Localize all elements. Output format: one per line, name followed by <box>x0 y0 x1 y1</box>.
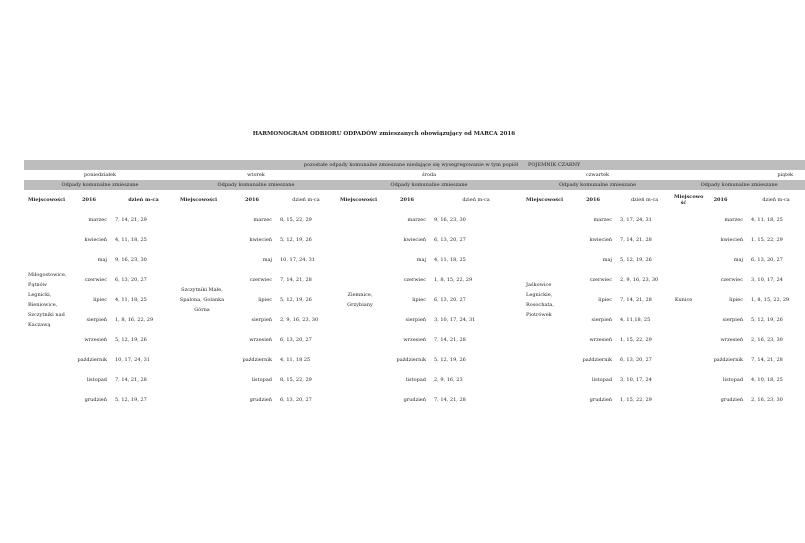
dates-cell: 1, 8, 15, 22, 29 <box>434 277 473 283</box>
dates-cell: 6, 13, 20, 27 <box>115 277 147 283</box>
month-cell: czerwiec <box>84 277 107 283</box>
col-header-place-short: Miejscowo ść <box>674 194 704 206</box>
month-cell: listopad <box>591 377 613 383</box>
dates-cell: 4, 11,18, 25 <box>620 317 651 323</box>
schedule-row <box>24 370 805 390</box>
notice-spacer <box>24 160 176 170</box>
places-wednesday <box>336 270 384 330</box>
dates-cell: 7, 14, 21, 28 <box>280 277 312 283</box>
dates-cell: 3, 10, 17, 24 <box>751 277 783 283</box>
place-name: Legnickie, <box>526 292 553 298</box>
waste-type-friday: Odpady komunalne zmieszane <box>673 180 805 190</box>
place-empty <box>336 250 384 270</box>
month-cell: maj <box>602 257 613 263</box>
schedule-body <box>24 160 805 410</box>
month-cell: marzec <box>724 217 744 223</box>
place-name: Kunice <box>674 297 693 303</box>
dates-cell: 4, 11, 18, 25 <box>115 237 147 243</box>
schedule-row <box>24 350 805 370</box>
place-name: Ziemnice, <box>347 292 373 298</box>
place-empty <box>522 250 570 270</box>
place-empty <box>24 250 67 270</box>
place-empty <box>673 350 694 370</box>
day-friday: piątek <box>777 172 794 178</box>
dates-cell: 1, 8, 16, 22, 29 <box>115 317 154 323</box>
col-header-place: Miejscowości <box>180 197 218 203</box>
place-empty <box>176 230 228 250</box>
dates-cell: 5, 12, 19, 26 <box>280 237 312 243</box>
month-cell: lipiec <box>258 297 272 303</box>
month-cell: maj <box>262 257 272 263</box>
place-empty <box>176 250 228 270</box>
place-empty <box>673 370 694 390</box>
month-cell: wrzesień <box>720 337 744 343</box>
dates-cell: 4, 10, 18, 25 <box>751 377 783 383</box>
dates-cell: 5, 12, 19, 26 <box>115 337 147 343</box>
place-empty <box>673 330 694 350</box>
place-name: Pątnów Legnicki, <box>28 282 52 298</box>
dates-cell: 7, 14, 21, 28 <box>620 297 652 303</box>
place-empty <box>673 210 694 230</box>
month-cell: grudzień <box>720 397 744 403</box>
dates-cell: 10, 17, 24, 31 <box>280 257 315 263</box>
place-empty <box>336 350 384 370</box>
dates-cell: 9, 16, 23, 30 <box>115 257 147 263</box>
month-cell: kwiecień <box>403 237 426 243</box>
dates-cell: 6, 13, 20, 27 <box>620 357 652 363</box>
place-name: Szczytniki Małe, <box>181 287 223 293</box>
month-cell: październik <box>396 357 426 363</box>
place-empty <box>336 210 384 230</box>
month-cell: kwiecień <box>589 237 613 243</box>
place-name: Górna <box>194 307 210 313</box>
dates-cell: 6, 13, 20, 27 <box>434 297 466 303</box>
place-empty <box>522 350 570 370</box>
month-cell: październik <box>77 357 107 363</box>
dates-cell: 6, 13, 20, 27 <box>434 237 466 243</box>
month-cell: lipiec <box>729 297 744 303</box>
dates-cell: 7, 14, 21, 28 <box>434 397 466 403</box>
month-cell: wrzesień <box>403 337 426 343</box>
place-name: Bieniowice, <box>28 302 58 308</box>
month-cell: październik <box>242 357 272 363</box>
dates-cell: 2, 16, 23, 30 <box>751 397 783 403</box>
col-header-place: Miejscowości <box>28 197 66 203</box>
month-cell: maj <box>733 257 744 263</box>
place-empty <box>673 390 694 410</box>
place-empty <box>24 350 67 370</box>
day-monday: poniedziałek <box>83 172 116 178</box>
place-empty <box>673 250 694 270</box>
month-cell: listopad <box>86 377 107 383</box>
col-header-date: dzień m-ca <box>462 197 490 203</box>
place-name: Kaczawą <box>28 322 51 328</box>
col-header-date: dzień m-ca <box>762 197 790 203</box>
dates-cell: 7, 14, 21, 28 <box>751 357 783 363</box>
dates-cell: 7, 14, 21, 28 <box>115 377 147 383</box>
schedule-row <box>24 210 805 230</box>
dates-cell: 5, 12, 19, 26 <box>434 357 466 363</box>
month-cell: czerwiec <box>249 277 272 283</box>
month-cell: październik <box>713 357 744 363</box>
month-cell: sierpień <box>86 317 107 323</box>
col-header-date: dzień m-ca <box>630 197 659 203</box>
dates-cell: 3, 10, 17, 24, 31 <box>434 317 476 323</box>
month-cell: sierpień <box>591 317 613 323</box>
dates-cell: 1, 15, 22, 29 <box>620 337 652 343</box>
dates-cell: 4, 11, 18, 25 <box>751 217 783 223</box>
dates-cell: 2, 9, 16, 23, 30 <box>620 277 659 283</box>
schedule-row <box>24 230 805 250</box>
place-name: Piotrówek <box>526 312 552 318</box>
month-cell: grudzień <box>84 397 107 403</box>
place-empty <box>176 370 228 390</box>
place-empty <box>522 230 570 250</box>
place-name: Rosochata, <box>526 302 554 308</box>
places-thursday <box>522 270 570 330</box>
month-cell: marzec <box>593 217 613 223</box>
month-cell: wrzesień <box>84 337 107 343</box>
dates-cell: 10, 17, 24, 31 <box>115 357 150 363</box>
place-empty <box>673 230 694 250</box>
month-cell: maj <box>416 257 426 263</box>
month-cell: lipiec <box>412 297 426 303</box>
place-empty <box>176 390 228 410</box>
place-empty <box>522 330 570 350</box>
dates-cell: 4, 11, 18, 25 <box>115 297 147 303</box>
day-tuesday: wtorek <box>247 172 265 178</box>
place-empty <box>24 390 67 410</box>
col-header-year: 2016 <box>245 197 259 203</box>
dates-cell: 9, 16, 23, 30 <box>434 217 466 223</box>
place-name: Szczytniki nad <box>28 312 65 318</box>
place-empty <box>336 330 384 350</box>
month-cell: kwiecień <box>720 237 744 243</box>
dates-cell: 2, 16, 23, 30 <box>751 337 783 343</box>
place-empty <box>24 230 67 250</box>
waste-type-tuesday: Odpady komunalne zmieszane <box>176 180 336 190</box>
dates-cell: 8, 15, 22, 29 <box>280 377 312 383</box>
col-header-place: Miejscowości <box>340 197 378 203</box>
place-empty <box>336 230 384 250</box>
dates-cell: 5, 12, 19, 27 <box>115 397 147 403</box>
col-header-date: dzień m-ca <box>128 197 159 203</box>
month-cell: wrzesień <box>249 337 272 343</box>
place-empty <box>24 370 67 390</box>
dates-cell: 8, 15, 22, 29 <box>280 217 312 223</box>
month-cell: marzec <box>88 217 107 223</box>
places-friday <box>673 270 694 330</box>
dates-cell: 7, 14, 21, 28 <box>434 337 466 343</box>
col-header-place: Miejscowości <box>526 197 564 203</box>
place-name: Spalona, Golanka <box>179 297 225 303</box>
schedule-row <box>24 250 805 270</box>
dates-cell: 7, 14, 21, 28 <box>620 237 652 243</box>
dates-cell: 1, 8, 15, 22, 29 <box>751 297 790 303</box>
month-cell: czerwiec <box>720 277 744 283</box>
dates-cell: 2, 9, 16, 23 <box>434 377 463 383</box>
notice-text: pozostałe odpady komunalne zmieszane niedające się wysegregowanie w tym popiół <box>176 160 522 170</box>
month-cell: marzec <box>253 217 272 223</box>
dates-cell: 3, 17, 24, 31 <box>620 217 652 223</box>
place-empty <box>24 330 67 350</box>
dates-cell: 6, 13, 20, 27 <box>280 397 312 403</box>
col-header-date: dzień m-ca <box>292 197 320 203</box>
dates-cell: 4, 11, 18, 25 <box>434 257 466 263</box>
dates-cell: 1, 15, 22, 29 <box>620 397 652 403</box>
month-cell: sierpień <box>405 317 426 323</box>
day-thursday: czwartek <box>586 172 610 178</box>
col-header-year: 2016 <box>400 197 414 203</box>
dates-cell: 6, 13, 20, 27 <box>751 257 783 263</box>
month-cell: czerwiec <box>589 277 613 283</box>
month-cell: listopad <box>405 377 426 383</box>
dates-cell: 4, 11, 18 25 <box>280 357 311 363</box>
month-cell: lipiec <box>93 297 107 303</box>
month-cell: październik <box>582 357 613 363</box>
month-cell: kwiecień <box>84 237 107 243</box>
place-empty <box>24 210 67 230</box>
container-label: POJEMNIK CZARNY <box>522 160 805 170</box>
month-cell: kwiecień <box>249 237 272 243</box>
dates-cell: 3, 10, 17, 24 <box>620 377 652 383</box>
col-header-year: 2016 <box>82 197 96 203</box>
schedule-row <box>24 390 805 410</box>
dates-cell: 5, 12, 19, 26 <box>751 317 783 323</box>
schedule-table <box>24 160 805 410</box>
place-name: Miłogostowice, <box>28 272 67 278</box>
schedule-row <box>24 330 805 350</box>
place-empty <box>522 370 570 390</box>
place-empty <box>522 210 570 230</box>
col-header-year: 2016 <box>713 197 728 203</box>
place-empty <box>336 370 384 390</box>
month-cell: maj <box>97 257 107 263</box>
dates-cell: 5, 12, 19, 26 <box>280 297 312 303</box>
month-cell: listopad <box>722 377 744 383</box>
waste-type-monday: Odpady komunalne zmieszane <box>24 180 176 190</box>
page-title: HARMONOGRAM ODBIORU ODPADÓW zmieszanych obowiązujący od MARCA 2016 <box>252 131 516 137</box>
month-cell: listopad <box>251 377 272 383</box>
dates-cell: 6, 13, 20, 27 <box>280 337 312 343</box>
waste-type-wednesday: Odpady komunalne zmieszane <box>336 180 522 190</box>
places-monday <box>24 270 67 330</box>
place-empty <box>176 330 228 350</box>
place-empty <box>336 390 384 410</box>
month-cell: wrzesień <box>589 337 613 343</box>
dates-cell: 5, 12, 19, 26 <box>620 257 652 263</box>
month-cell: czerwiec <box>403 277 426 283</box>
month-cell: sierpień <box>722 317 744 323</box>
place-empty <box>522 390 570 410</box>
place-name: Jaśkowice <box>526 282 552 288</box>
dates-cell: 1, 15, 22, 29 <box>751 237 783 243</box>
waste-type-thursday: Odpady komunalne zmieszane <box>522 180 673 190</box>
col-header-year: 2016 <box>586 197 600 203</box>
dates-cell: 7, 14, 21, 29 <box>115 217 147 223</box>
month-cell: grudzień <box>403 397 426 403</box>
dates-cell: 2, 9, 16, 23, 30 <box>280 317 319 323</box>
place-name: Grzybiany <box>347 302 373 308</box>
place-empty <box>176 350 228 370</box>
month-cell: sierpień <box>251 317 272 323</box>
month-cell: grudzień <box>589 397 613 403</box>
schedule-row <box>24 270 805 290</box>
month-cell: marzec <box>407 217 426 223</box>
month-cell: lipiec <box>598 297 613 303</box>
place-empty <box>176 210 228 230</box>
day-wednesday: środa <box>421 172 437 178</box>
places-tuesday <box>176 270 228 330</box>
month-cell: grudzień <box>249 397 272 403</box>
